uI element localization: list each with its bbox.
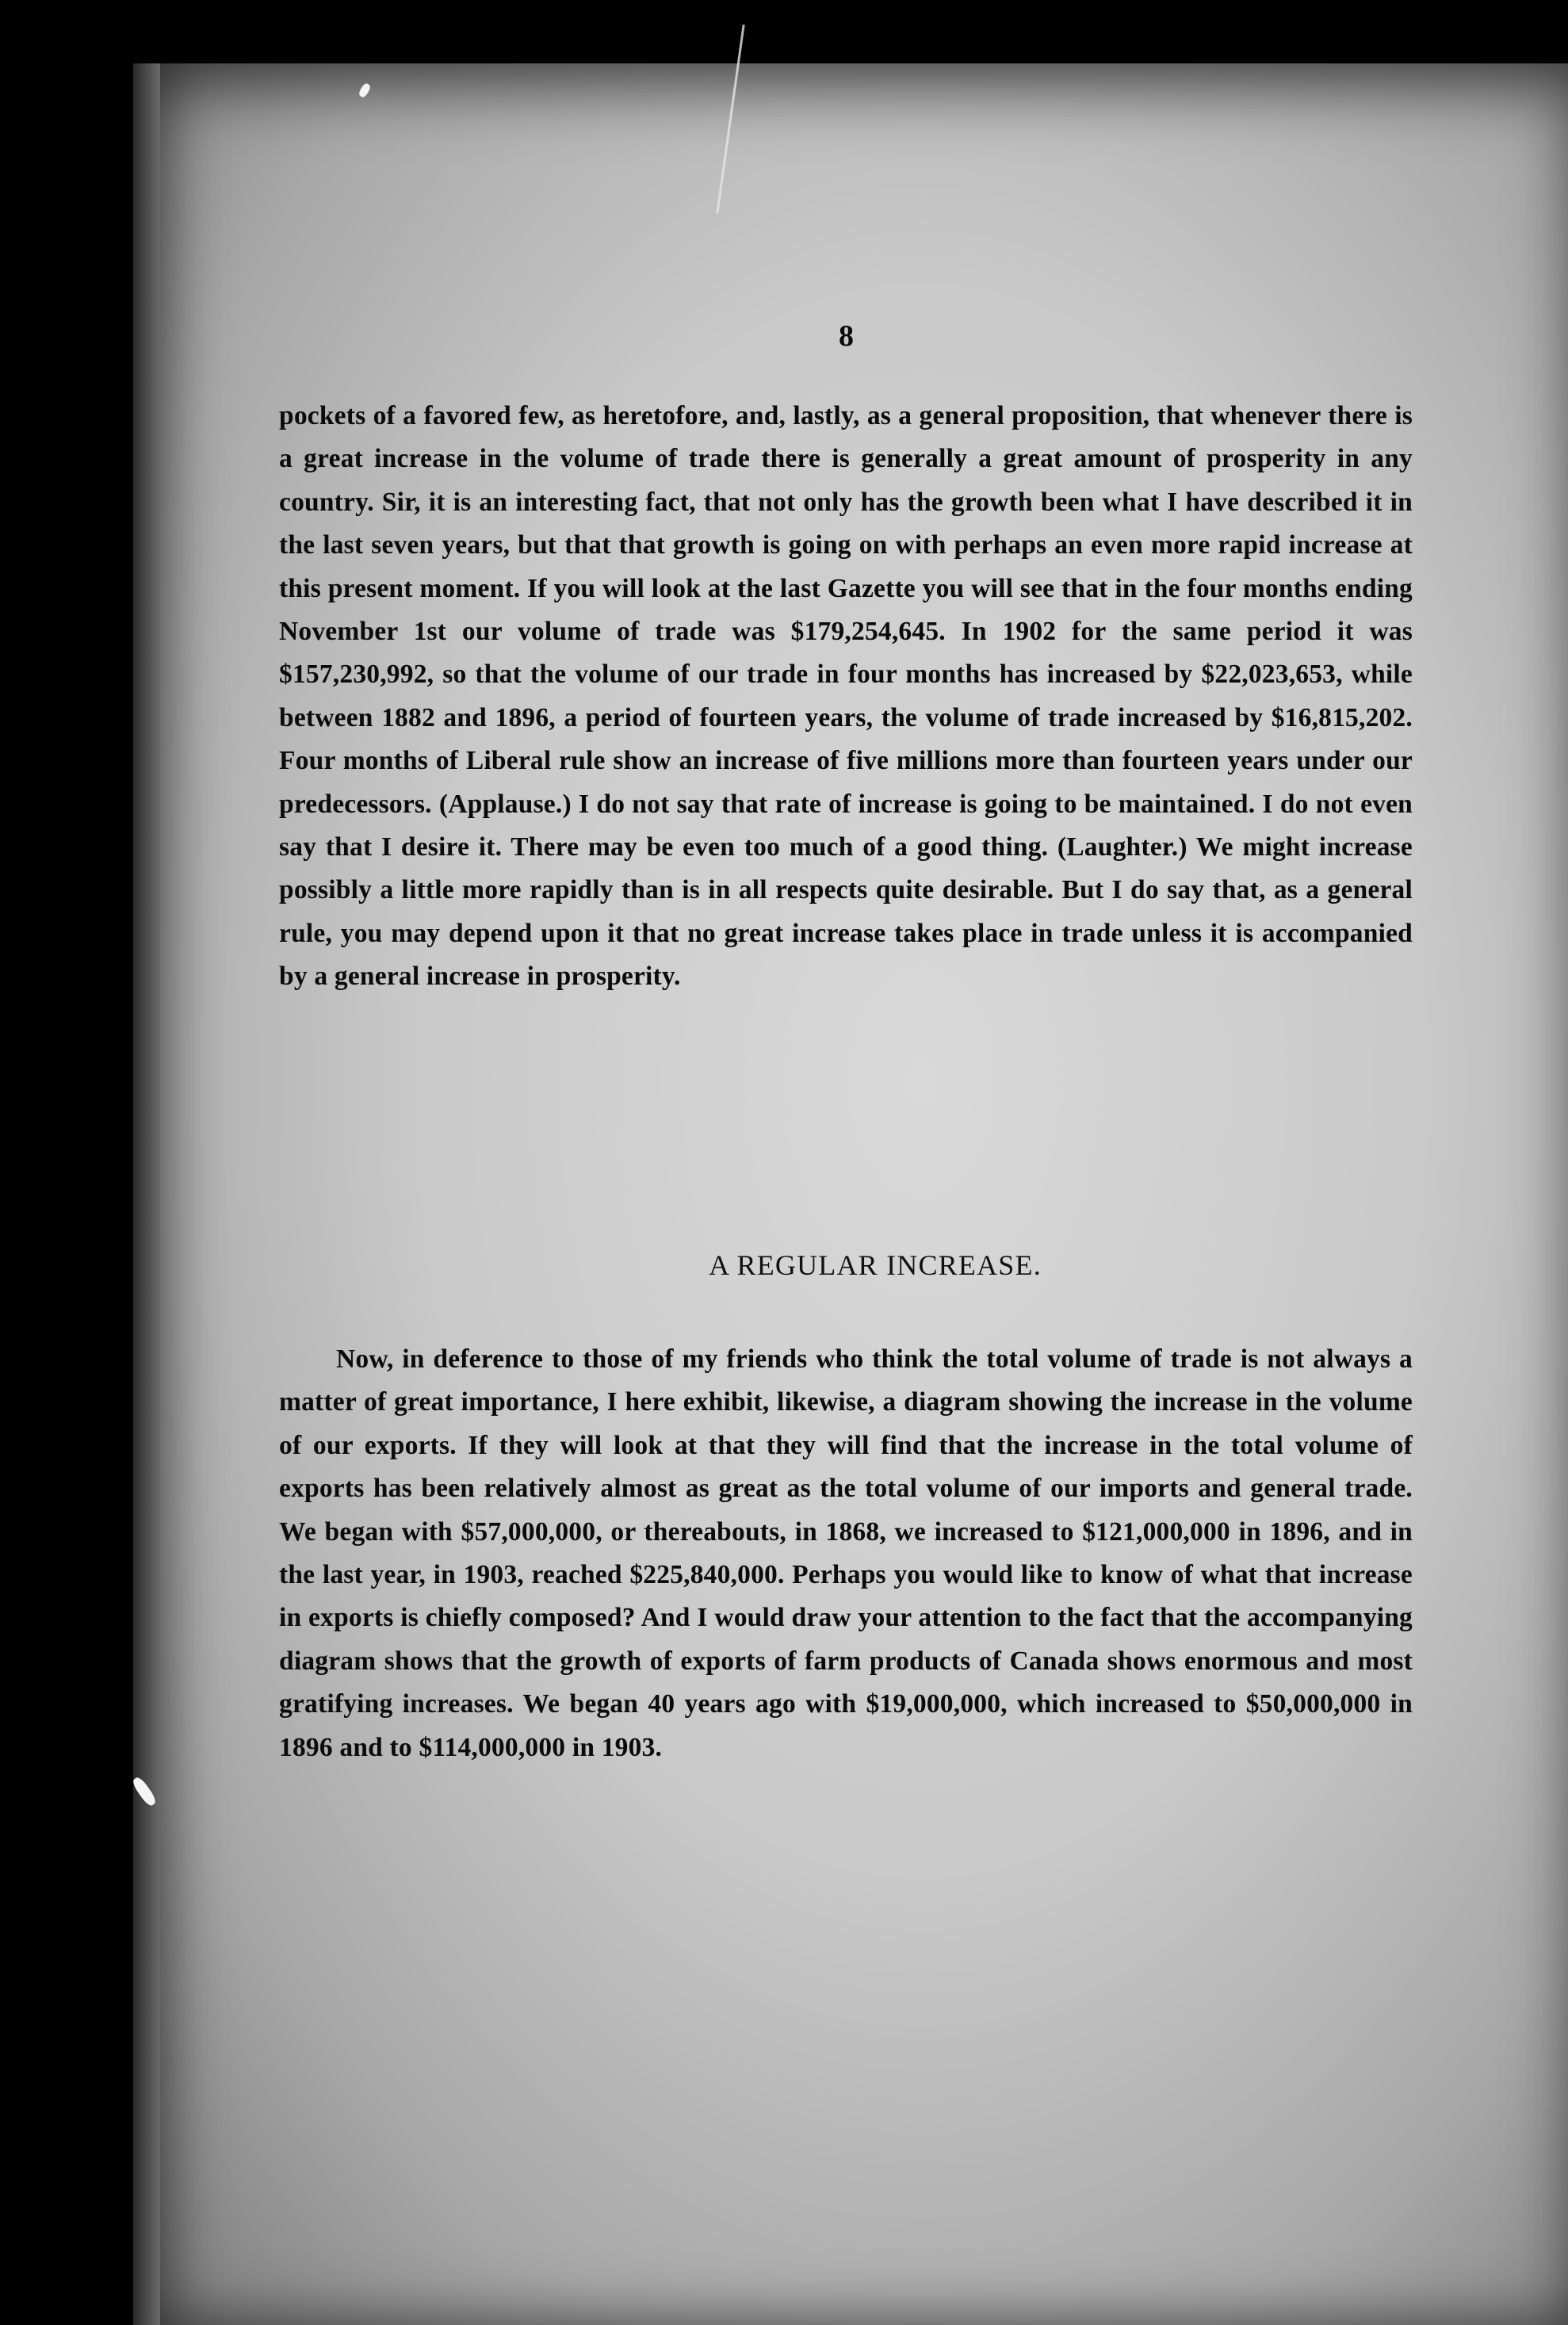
page-binding-gutter xyxy=(133,63,160,2325)
paragraph-text: Now, in deference to those of my friends who think the total volume of trade is not always a matter of great importance, I here exhibit, likewise, a diagram showing the increase in the volume of our exports. If they will look at that they will find that the increase in the total volume of exports has been relatively almost as great as the total volume of our imports and general trade. We began with $57,000,000, or thereabouts, in 1868, we increased to $121,000,000 in 1896, and in the last year, in 1903, reached $225,840,000. Perhaps you would like to know of what that increase in exports is chiefly composed? And I would draw your attention to the fact that the accompanying diagram shows that the growth of exports of farm products of Canada shows enormous and most gratifying increases. We began 40 years ago with $19,000,000, which increased to $50,000,000 in 1896 and to $114,000,000 in 1903. xyxy=(279,1344,1413,1762)
body-paragraph-1 xyxy=(279,395,1413,999)
body-paragraph-2 xyxy=(279,1338,1413,1769)
section-heading: A REGULAR INCREASE. xyxy=(709,1249,1042,1281)
page-number: 8 xyxy=(839,319,854,353)
paragraph-text: pockets of a favored few, as heretofore, and, lastly, as a general proposition, that whenever there is a great increase in the volume of trade there is generally a great amount of prosperity in any country. Sir, it is an interesting fact, that not only has the growth been what I have described it in the last seven years, but that that growth is going on with perhaps an even more rapid increase at this present moment. If you will look at the last Gazette you will see that in the four months ending November 1st our volume of trade was $179,254,645. In 1902 for the same period it was $157,230,992, so that the volume of our trade in four months has increased by $22,023,653, while between 1882 and 1896, a period of fourteen years, the volume of trade increased by $16,815,202. Four months of Liberal rule show an increase of five millions more than fourteen years under our predecessors. (Applause.) I do not say that rate of increase is going to be maintained. I do not even say that I desire it. There may be even too much of a good thing. (Laughter.) We might increase possibly a little more rapidly than is in all respects quite desirable. But I do say that, as a general rule, you may depend upon it that no great increase takes place in trade unless it is accompanied by a general increase in prosperity. xyxy=(279,401,1413,992)
